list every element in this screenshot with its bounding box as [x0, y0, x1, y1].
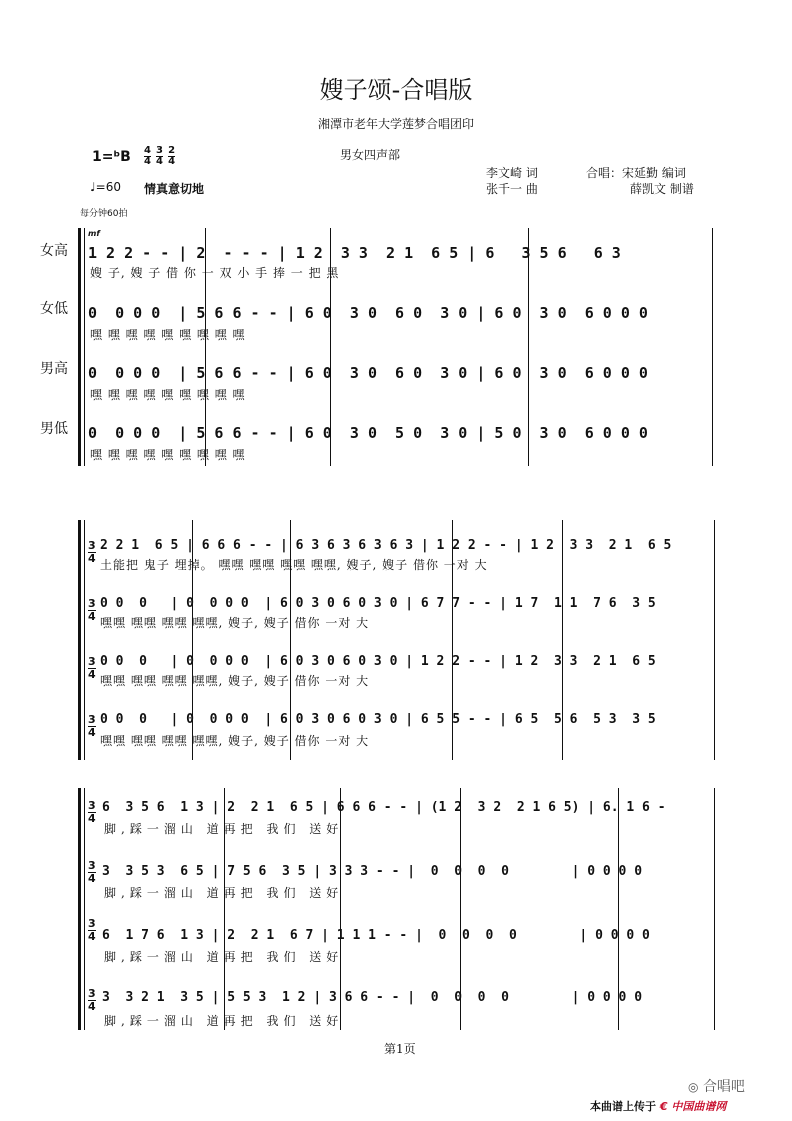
staff-notes-bass: 0 0 0 | 0 0 0 0 | 6 0 3 0 6 0 3 0 | 6 5 5 - - | 6 5 5 6 5 3 3 5 [100, 712, 656, 727]
key-signature: 1=ᵇB [92, 149, 131, 165]
expression-mark: 情真意切地 [144, 182, 205, 196]
staff-notes-soprano: 1 2 2 - - | 2 - - - | 1 2 3 3 2 1 6 5 | 6 3 5 6 6 3 [88, 244, 621, 262]
footer-logo-icon: € [659, 1100, 668, 1113]
staff-notes-bass: 0 0 0 0 | 5 6 6 - - | 6 0 3 0 5 0 3 0 | 5 0 3 0 6 0 0 0 [88, 424, 648, 442]
staff-lyrics-tenor: 脚,踩一溜山 道再把 我们 送好 [104, 950, 344, 964]
watermark-text: 合唱吧 [702, 1079, 745, 1095]
tempo-mark: ♩=60 [90, 180, 121, 194]
staff-lyrics-bass: 脚,踩一溜山 道再把 我们 送好 [104, 1014, 344, 1028]
system-barline-start [84, 788, 85, 1030]
staff-notes-soprano: 6 3 5 6 1 3 | 2 2 1 6 5 | 6 6 6 - - | (1 2 3 2 2 1 6 5) | 6. 1 6 - [102, 800, 666, 815]
time-signature-3-4: 3 4 [88, 713, 96, 739]
dynamic-mark: mf [88, 229, 100, 238]
voice-label-alto: 女低 [40, 301, 68, 317]
staff-notes-bass: 3 3 2 1 3 5 | 5 5 3 1 2 | 3 6 6 - - | 0 0 0 0 | 0 0 0 0 [102, 990, 643, 1005]
system-barline-start [84, 520, 85, 760]
time-sig-2: $\frac{3}{4}$ [156, 145, 163, 167]
arrangement-label: 男女四声部 [340, 148, 401, 162]
staff-notes-tenor: 0 0 0 | 0 0 0 0 | 6 0 3 0 6 0 3 0 | 1 2 2 - - | 1 2 3 3 2 1 6 5 [100, 654, 656, 669]
system-bracket [78, 228, 81, 466]
staff-lyrics-soprano: 土能把 鬼子 埋掉。 嘿嘿 嘿嘿 嘿嘿 嘿嘿, 嫂子, 嫂子 借你 一对 大 [100, 558, 488, 572]
score-title: 嫂子颂-合唱版 [319, 76, 473, 104]
tempo-note: 每分钟60拍 [80, 209, 128, 219]
voice-label-bass: 男低 [40, 421, 68, 437]
staff-notes-tenor: 6 1 7 6 1 3 | 2 2 1 6 7 | 1 1 1 - - | 0 0 0 0 | 0 0 0 0 [102, 928, 650, 943]
voice-label-tenor: 男高 [40, 361, 68, 377]
time-signature-3-4: 3 4 [88, 655, 96, 681]
watermark [688, 1076, 745, 1096]
lyricist-credit: 李文崎 词 [486, 166, 538, 180]
staff-lyrics-bass: 嘿嘿 嘿嘿 嘿嘿 嘿嘿, 嫂子, 嫂子 借你 一对 大 [100, 734, 370, 748]
staff-lyrics-soprano: 脚,踩一溜山 道再把 我们 送好 [104, 822, 344, 836]
system-bracket [78, 520, 81, 760]
page-number: 第1页 [384, 1042, 416, 1056]
system-barline-start [84, 228, 85, 466]
wechat-icon: ◎ [688, 1080, 699, 1094]
time-signature-3-4: 3 4 [88, 799, 96, 825]
staff-notes-alto: 0 0 0 0 | 5 6 6 - - | 6 0 3 0 6 0 3 0 | 6 0 3 0 6 0 0 0 [88, 304, 648, 322]
choral-credit: 合唱：宋延勤 编词 [586, 166, 686, 180]
time-signature-3-4: 3 4 [88, 539, 96, 565]
publisher-line: 湘潭市老年大学莲梦合唱团印 [317, 117, 474, 131]
footer-upload-note [590, 1098, 726, 1114]
time-signature-3-4: 3 4 [88, 597, 96, 623]
time-sig-1: $\frac{4}{4}$ [143, 145, 151, 167]
staff-lyrics-alto: 脚,踩一溜山 道再把 我们 送好 [104, 886, 344, 900]
staff-lyrics-tenor: 嘿嘿 嘿嘿 嘿嘿 嘿嘿, 嫂子, 嫂子 借你 一对 大 [100, 674, 370, 688]
staff-notes-soprano: 2 2 1 6 5 | 6 6 6 - - | 6 3 6 3 6 3 6 3 | 1 2 2 - - | 1 2 3 3 2 1 6 5 [100, 538, 672, 553]
staff-lyrics-tenor: 嘿 嘿 嘿 嘿 嘿 嘿 嘿 嘿 嘿 [90, 388, 246, 402]
barline [714, 520, 715, 760]
staff-notes-alto: 0 0 0 | 0 0 0 0 | 6 0 3 0 6 0 3 0 | 6 7 7 - - | 1 7 1 1 7 6 3 5 [100, 596, 656, 611]
staff-lyrics-soprano: 嫂 子, 嫂 子 借 你 一 双 小 手 捧 一 把 黑 [90, 266, 340, 280]
staff-notes-alto: 3 3 5 3 6 5 | 7 5 6 3 5 | 3 3 3 - - | 0 0 0 0 | 0 0 0 0 [102, 864, 643, 879]
staff-lyrics-bass: 嘿 嘿 嘿 嘿 嘿 嘿 嘿 嘿 嘿 [90, 448, 246, 462]
system-bracket [78, 788, 81, 1030]
barline [712, 228, 713, 466]
voice-label-soprano: 女高 [40, 243, 68, 259]
footer-brand[interactable]: 中国曲谱网 [671, 1100, 727, 1113]
key-signature-block [92, 146, 175, 167]
staff-lyrics-alto: 嘿嘿 嘿嘿 嘿嘿 嘿嘿, 嫂子, 嫂子 借你 一对 大 [100, 616, 370, 630]
composer-credit: 张千一 曲 [486, 182, 538, 196]
time-signature-3-4: 3 4 [88, 917, 96, 943]
staff-lyrics-alto: 嘿 嘿 嘿 嘿 嘿 嘿 嘿 嘿 嘿 [90, 328, 246, 342]
time-signature-3-4: 3 4 [88, 859, 96, 885]
staff-notes-tenor: 0 0 0 0 | 5 6 6 - - | 6 0 3 0 6 0 3 0 | 6 0 3 0 6 0 0 0 [88, 364, 648, 382]
footer-text: 本曲谱上传于 [590, 1100, 656, 1113]
score-maker-credit: 薛凯文 制谱 [630, 182, 694, 196]
time-sig-3: $\frac{2}{4}$ [168, 145, 176, 167]
barline [714, 788, 715, 1030]
time-signature-3-4: 3 4 [88, 987, 96, 1013]
